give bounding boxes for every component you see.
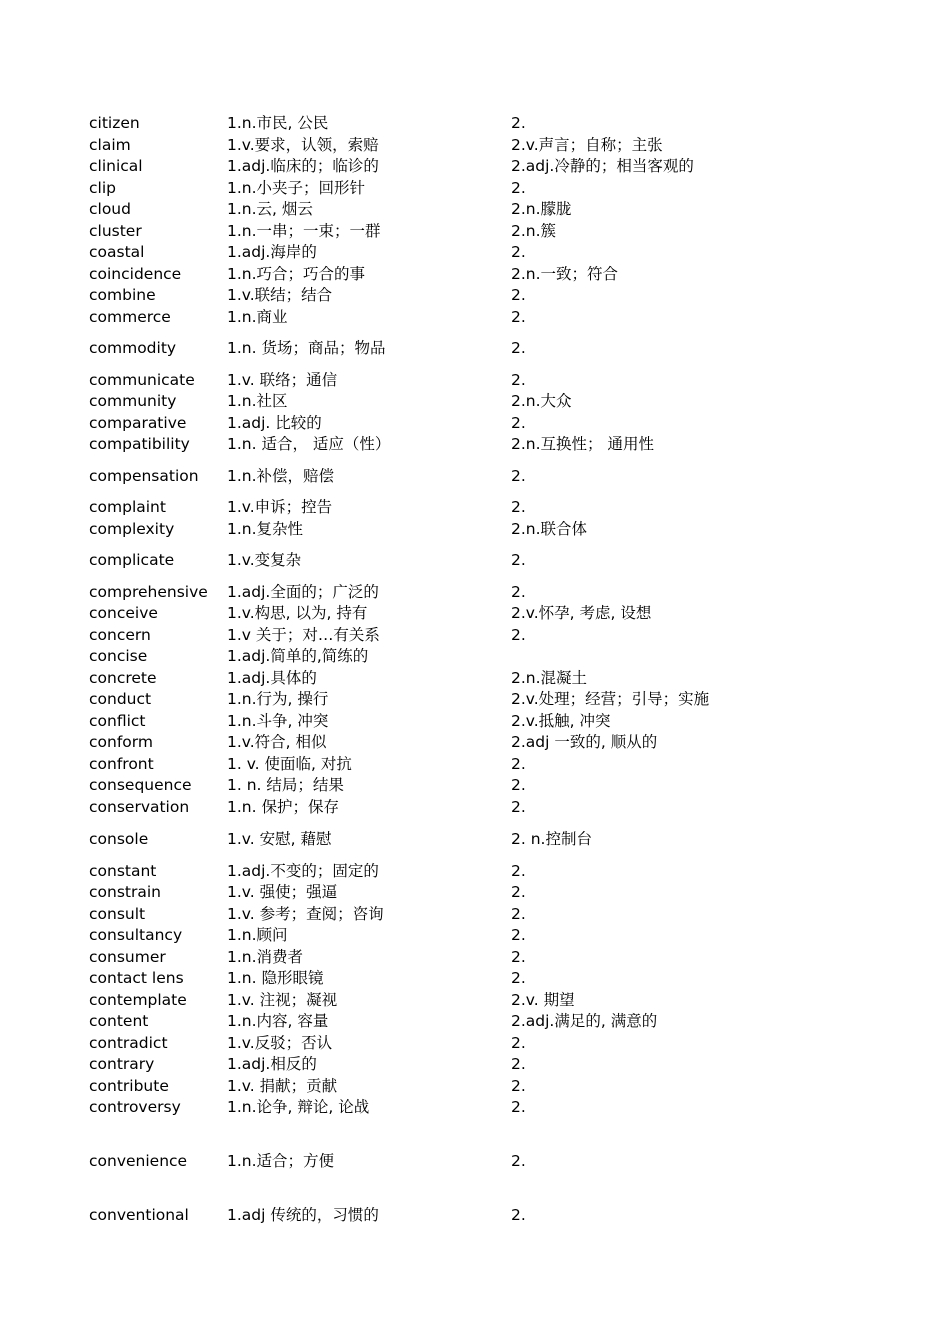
table-row <box>0 968 950 990</box>
word-cell: conservation <box>89 797 190 816</box>
definition-1-cell: 1.v.反驳；否认 <box>227 1033 333 1052</box>
definition-1-cell: 1.adj.海岸的 <box>227 243 317 261</box>
word-cell: conform <box>89 733 153 751</box>
definition-1-cell: 1.v. 注视；凝视 <box>227 990 338 1009</box>
definition-2-cell: 2. <box>511 1033 526 1052</box>
definition-2-cell: 2.adj 一致的, 顺从的 <box>511 733 658 751</box>
word-cell: consumer <box>89 947 166 966</box>
vocabulary-sheet <box>0 113 950 1227</box>
word-cell: console <box>89 829 149 848</box>
definition-2-cell: 2. <box>511 969 526 987</box>
table-row <box>0 338 950 360</box>
definition-2-cell: 2. <box>511 861 526 880</box>
definition-1-cell: 1.n.一串；一束；一群 <box>227 221 381 240</box>
word-cell: conventional <box>89 1206 189 1224</box>
table-row <box>0 550 950 572</box>
table-row <box>0 1011 950 1033</box>
definition-2-cell: 2. <box>511 178 526 197</box>
table-row <box>0 113 950 135</box>
word-cell: convenience <box>89 1152 188 1170</box>
table-row <box>0 307 950 329</box>
definition-2-cell: 2. <box>511 307 526 326</box>
definition-1-cell: 1.n.云, 烟云 <box>227 200 313 218</box>
word-cell: consultancy <box>89 926 183 944</box>
word-cell: controversy <box>89 1098 181 1116</box>
word-cell: consult <box>89 904 146 923</box>
table-row <box>0 1033 950 1055</box>
definition-2-cell: 2. <box>511 370 526 389</box>
table-row <box>0 990 950 1012</box>
word-cell: coastal <box>89 243 145 261</box>
word-cell: commerce <box>89 307 171 326</box>
word-cell: combine <box>89 286 156 304</box>
definition-1-cell: 1.v.要求，认领，索赔 <box>227 135 379 154</box>
word-cell: commodity <box>89 339 177 357</box>
definition-1-cell: 1. v. 使面临, 对抗 <box>227 754 352 773</box>
word-cell: cloud <box>89 200 131 218</box>
word-cell: content <box>89 1012 149 1030</box>
definition-1-cell: 1.n. 货场；商品；物品 <box>227 339 386 357</box>
word-cell: concern <box>89 625 151 644</box>
table-row <box>0 156 950 178</box>
definition-2-cell: 2. <box>511 776 526 794</box>
table-row <box>0 1076 950 1098</box>
word-cell: claim <box>89 135 131 154</box>
word-cell: concrete <box>89 668 157 687</box>
table-row <box>0 711 950 733</box>
definition-1-cell: 1.n.小夹子；回形针 <box>227 178 366 197</box>
definition-2-cell: 2.n.联合体 <box>511 519 588 538</box>
definition-2-cell: 2. <box>511 551 526 569</box>
table-row <box>0 625 950 647</box>
word-cell: compensation <box>89 466 199 485</box>
definition-2-cell: 2. <box>511 339 526 357</box>
definition-1-cell: 1.n.市民, 公民 <box>227 114 329 132</box>
table-row <box>0 775 950 797</box>
word-cell: coincidence <box>89 264 182 283</box>
definition-2-cell: 2. <box>511 286 526 304</box>
word-cell: citizen <box>89 114 140 132</box>
definition-1-cell: 1.v.构思, 以为, 持有 <box>227 604 368 622</box>
table-row <box>0 242 950 264</box>
definition-2-cell: 2.v. 期望 <box>511 990 575 1009</box>
definition-2-cell: 2. <box>511 498 526 516</box>
table-row <box>0 829 950 851</box>
word-cell: conduct <box>89 690 152 708</box>
definition-2-cell: 2.n.朦胧 <box>511 200 572 218</box>
word-cell: complexity <box>89 519 175 538</box>
table-row <box>0 603 950 625</box>
definition-1-cell: 1.v 关于；对…有关系 <box>227 625 380 644</box>
definition-1-cell: 1.v. 安慰, 藉慰 <box>227 829 332 848</box>
definition-1-cell: 1.n.顾问 <box>227 926 288 944</box>
definition-1-cell: 1.adj.简单的,简练的 <box>227 647 369 665</box>
definition-1-cell: 1.n.论争, 辩论, 论战 <box>227 1098 370 1116</box>
definition-2-cell: 2. <box>511 1152 526 1170</box>
definition-2-cell: 2. <box>511 754 526 773</box>
table-row <box>0 497 950 519</box>
definition-2-cell: 2.v.处理；经营；引导；实施 <box>511 690 710 708</box>
table-row <box>0 178 950 200</box>
table-row <box>0 135 950 157</box>
table-row <box>0 466 950 488</box>
definition-1-cell: 1.n.行为, 操行 <box>227 690 329 708</box>
word-cell: concise <box>89 647 148 665</box>
definition-2-cell: 2. <box>511 1098 526 1116</box>
definition-2-cell: 2.n.一致；符合 <box>511 264 619 283</box>
table-row <box>0 882 950 904</box>
definition-2-cell: 2.adj.满足的, 满意的 <box>511 1012 658 1030</box>
word-cell: conceive <box>89 604 158 622</box>
definition-1-cell: 1.v.申诉；控告 <box>227 498 333 516</box>
definition-2-cell: 2. <box>511 1206 526 1224</box>
definition-1-cell: 1.n.消费者 <box>227 947 304 966</box>
word-cell: clinical <box>89 157 143 175</box>
table-row <box>0 947 950 969</box>
definition-1-cell: 1.adj.相反的 <box>227 1055 317 1073</box>
word-cell: contribute <box>89 1076 169 1095</box>
definition-1-cell: 1.v.符合, 相似 <box>227 733 327 751</box>
word-cell: consequence <box>89 776 192 794</box>
word-cell: compatibility <box>89 435 190 453</box>
definition-2-cell: 2.n.簇 <box>511 221 557 240</box>
definition-1-cell: 1.adj 传统的，习惯的 <box>227 1206 379 1224</box>
definition-1-cell: 1.n.复杂性 <box>227 519 304 538</box>
table-row <box>0 1205 950 1227</box>
table-row <box>0 519 950 541</box>
definition-1-cell: 1.n.商业 <box>227 307 288 326</box>
definition-2-cell: 2. <box>511 797 526 816</box>
word-cell: communicate <box>89 370 195 389</box>
definition-1-cell: 1.adj.不变的；固定的 <box>227 861 379 880</box>
word-cell: community <box>89 392 177 410</box>
definition-1-cell: 1.adj. 比较的 <box>227 413 322 432</box>
table-row <box>0 732 950 754</box>
definition-2-cell: 2. <box>511 413 526 432</box>
table-row <box>0 264 950 286</box>
definition-2-cell: 2. <box>511 947 526 966</box>
definition-2-cell: 2.v.抵触, 冲突 <box>511 711 611 730</box>
definition-2-cell: 2. <box>511 883 526 901</box>
definition-1-cell: 1.v. 捐献；贡献 <box>227 1076 338 1095</box>
definition-2-cell: 2. <box>511 114 526 132</box>
definition-2-cell: 2. <box>511 904 526 923</box>
word-cell: contact lens <box>89 969 184 987</box>
definition-2-cell: 2. <box>511 582 526 601</box>
word-cell: contrary <box>89 1055 155 1073</box>
definition-2-cell: 2.v.怀孕, 考虑, 设想 <box>511 604 652 622</box>
definition-2-cell: 2. <box>511 1076 526 1095</box>
table-row <box>0 434 950 456</box>
definition-1-cell: 1. n. 结局；结果 <box>227 776 344 794</box>
definition-2-cell: 2.v.声言；自称；主张 <box>511 135 663 154</box>
table-row <box>0 221 950 243</box>
definition-1-cell: 1.adj.全面的；广泛的 <box>227 582 379 601</box>
table-row <box>0 754 950 776</box>
definition-1-cell: 1.v.联结；结合 <box>227 286 333 304</box>
word-cell: constant <box>89 861 157 880</box>
definition-1-cell: 1.n.斗争, 冲突 <box>227 711 329 730</box>
word-cell: constrain <box>89 883 161 901</box>
table-row <box>0 797 950 819</box>
word-cell: contemplate <box>89 990 187 1009</box>
definition-1-cell: 1.v. 联络；通信 <box>227 370 338 389</box>
definition-1-cell: 1.n.社区 <box>227 392 288 410</box>
table-row <box>0 925 950 947</box>
word-cell: contradict <box>89 1033 168 1052</box>
definition-2-cell: 2.n.混凝土 <box>511 668 588 687</box>
definition-1-cell: 1.n.适合；方便 <box>227 1152 335 1170</box>
table-row <box>0 904 950 926</box>
word-cell: complaint <box>89 498 166 516</box>
definition-1-cell: 1.adj.临床的；临诊的 <box>227 157 379 175</box>
table-row <box>0 646 950 668</box>
table-row <box>0 370 950 392</box>
table-row <box>0 861 950 883</box>
definition-2-cell: 2. <box>511 625 526 644</box>
definition-1-cell: 1.n.补偿，赔偿 <box>227 466 335 485</box>
table-row <box>0 689 950 711</box>
definition-2-cell: 2.adj.冷静的；相当客观的 <box>511 157 694 175</box>
definition-2-cell: 2. n.控制台 <box>511 829 592 848</box>
definition-1-cell: 1.adj.具体的 <box>227 668 317 687</box>
definition-2-cell: 2. <box>511 466 526 485</box>
definition-1-cell: 1.n. 隐形眼镜 <box>227 969 324 987</box>
word-cell: complicate <box>89 551 175 569</box>
word-cell: comparative <box>89 413 187 432</box>
definition-2-cell: 2.n.互换性； 通用性 <box>511 435 654 453</box>
table-row <box>0 1097 950 1119</box>
table-row <box>0 199 950 221</box>
table-row <box>0 413 950 435</box>
word-cell: conflict <box>89 711 146 730</box>
table-row <box>0 582 950 604</box>
table-row <box>0 668 950 690</box>
table-row <box>0 1151 950 1173</box>
definition-1-cell: 1.v. 参考；查阅；咨询 <box>227 904 384 923</box>
definition-1-cell: 1.n. 保护；保存 <box>227 797 339 816</box>
word-cell: confront <box>89 754 154 773</box>
word-cell: comprehensive <box>89 582 208 601</box>
table-row <box>0 1054 950 1076</box>
word-cell: clip <box>89 178 116 197</box>
definition-1-cell: 1.v.变复杂 <box>227 551 302 569</box>
definition-1-cell: 1.n. 适合， 适应（性） <box>227 435 391 453</box>
definition-2-cell: 2. <box>511 1055 526 1073</box>
definition-1-cell: 1.n.内容, 容量 <box>227 1012 329 1030</box>
definition-2-cell: 2. <box>511 926 526 944</box>
definition-1-cell: 1.v. 强使；强逼 <box>227 883 338 901</box>
word-cell: cluster <box>89 221 142 240</box>
definition-2-cell: 2. <box>511 243 526 261</box>
definition-1-cell: 1.n.巧合；巧合的事 <box>227 264 366 283</box>
definition-2-cell: 2.n.大众 <box>511 392 572 410</box>
table-row <box>0 391 950 413</box>
table-row <box>0 285 950 307</box>
